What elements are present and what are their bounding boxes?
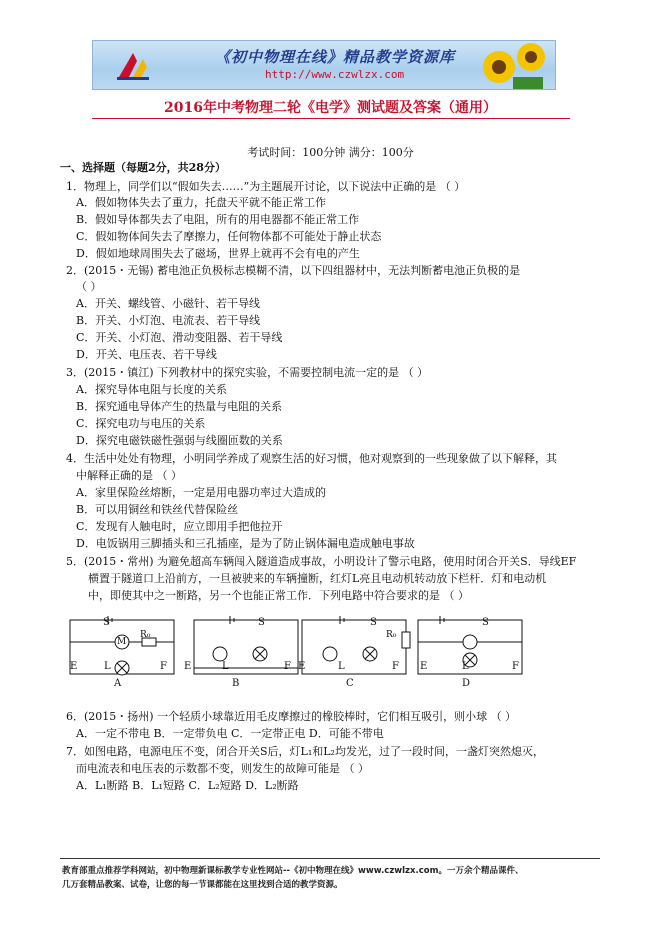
label-f-d: F [512, 661, 519, 672]
question-line: C．假如物体间失去了摩擦力，任何物体都不可能处于静止状态 [76, 230, 382, 243]
title-divider [92, 118, 570, 119]
question-line: D．假如地球周围失去了磁场，世界上就再不会有电的产生 [76, 247, 360, 260]
footer-line-2: 几万套精品教案、试卷，让您的每一节课都能在这里找到合适的教学资源。 [62, 880, 343, 890]
footer-line-1: 教育部重点推荐学科网站，初中物理新课标教学专业性网站--《初中物理在线》www.czwlzx.com。一万余个精品课件、 [62, 866, 524, 876]
question-line: A．假如物体失去了重力，托盘天平就不能正常工作 [76, 196, 326, 209]
label-f-b: F [284, 661, 291, 672]
logo-icon [115, 47, 151, 83]
label-l-c: L [338, 661, 345, 672]
question-line: C．发现有人触电时，应立即用手把他拉开 [76, 520, 283, 533]
question-line: C．开关、小灯泡、滑动变阻器、若干导线 [76, 331, 283, 344]
question-line: B．假如导体都失去了电阻，所有的用电器都不能正常工作 [76, 213, 360, 226]
question-line: 中，即使其中之一断路，另一个也能正常工作．下列电路中符合要求的是 （ ） [88, 589, 469, 602]
option-label-b: B [232, 678, 240, 689]
question-line: （ ） [76, 280, 102, 293]
label-s-c: S [370, 617, 377, 628]
label-r0-a: R₀ [140, 630, 151, 640]
question-line: 7．如图电路，电源电压不变，闭合开关S后，灯L₁和L₂均发光，过了一段时间，一盏灯突然熄灭， [66, 745, 544, 758]
label-f-a: F [160, 661, 167, 672]
question-line: 而电流表和电压表的示数都不变，则发生的故障可能是 （ ） [76, 762, 369, 775]
question-line: 横置于隧道口上沿前方，一旦被驶来的车辆撞断，红灯L亮且电动机转动放下栏杆．灯和电动机 [88, 572, 547, 585]
option-label-a: A [114, 678, 122, 689]
question-line: 3．(2015・镇江) 下列教材中的探究实验，不需要控制电流一定的是 （ ） [66, 366, 429, 379]
question-line: D．探究电磁铁磁性强弱与线圈匝数的关系 [76, 434, 283, 447]
question-line: B．探究通电导体产生的热量与电阻的关系 [76, 400, 283, 413]
question-line: A．家里保险丝熔断，一定是用电器功率过大造成的 [76, 486, 326, 499]
question-line: 6．(2015・扬州) 一个轻质小球靠近用毛皮摩擦过的橡胶棒时，它们相互吸引，则小球 （ ） [66, 710, 517, 723]
banner-url[interactable]: http://www.czwlzx.com [265, 68, 405, 81]
footer-divider [60, 858, 600, 859]
question-line: D．电饭锅用三脚插头和三孔插座，是为了防止锅体漏电造成触电事故 [76, 537, 415, 550]
question-line: B．可以用铜丝和铁丝代替保险丝 [76, 503, 239, 516]
header-banner [92, 40, 556, 90]
banner-title: 《初中物理在线》精品教学资源库 [215, 48, 456, 66]
question-line: A．一定不带电 B．一定带负电 C．一定带正电 D．可能不带电 [76, 727, 384, 740]
circuit-d [418, 616, 522, 674]
question-line: A．探究导体电阻与长度的关系 [76, 383, 227, 396]
label-f-c: F [392, 661, 399, 672]
label-l-d: L [462, 661, 469, 672]
section-heading: 一、选择题（每题2分，共28分） [60, 161, 226, 174]
question-line: 2．(2015・无锡) 蓄电池正负极标志模糊不清，以下四组器材中，无法判断蓄电池正负极的是 [66, 264, 521, 277]
label-e-d: E [420, 661, 428, 672]
label-m-a: M [117, 637, 127, 647]
label-s-a: S [103, 617, 110, 628]
label-s-d: S [482, 617, 489, 628]
sunflower-icon [469, 40, 549, 90]
label-e-c: E [298, 661, 306, 672]
question-line: C．探究电功与电压的关系 [76, 417, 206, 430]
question-line: A．L₁断路 B．L₁短路 C．L₂短路 D．L₂断路 [76, 779, 299, 792]
label-l-a: L [104, 661, 111, 672]
question-line: 5．(2015・常州) 为避免超高车辆闯入隧道造成事故，小明设计了警示电路，使用时闭合开关S．导线EF [66, 555, 577, 568]
label-e-a: E [70, 661, 78, 672]
option-label-d: D [462, 678, 471, 689]
question-line: 中解释正确的是 （ ） [76, 469, 182, 482]
circuit-b [194, 616, 298, 674]
label-s-b: S [258, 617, 265, 628]
document-title: 2016年中考物理二轮《电学》测试题及答案（通用） [164, 100, 497, 116]
question-line: A．开关、螺线管、小磁针、若干导线 [76, 297, 260, 310]
question-line: 1．物理上，同学们以“假如失去……”为主题展开讨论，以下说法中正确的是 （ ） [66, 180, 466, 193]
question-line: D．开关、电压表、若干导线 [76, 348, 217, 361]
label-l-b: L [222, 661, 229, 672]
option-label-c: C [346, 678, 354, 689]
label-e-b: E [184, 661, 192, 672]
label-r0-c: R₀ [386, 630, 397, 640]
question-line: B．开关、小灯泡、电流表、若干导线 [76, 314, 261, 327]
question-line: 4．生活中处处有物理，小明同学养成了观察生活的好习惯，他对观察到的一些现象做了以下解释，其 [66, 452, 557, 465]
exam-info: 考试时间：100分钟 满分：100分 [247, 146, 414, 159]
